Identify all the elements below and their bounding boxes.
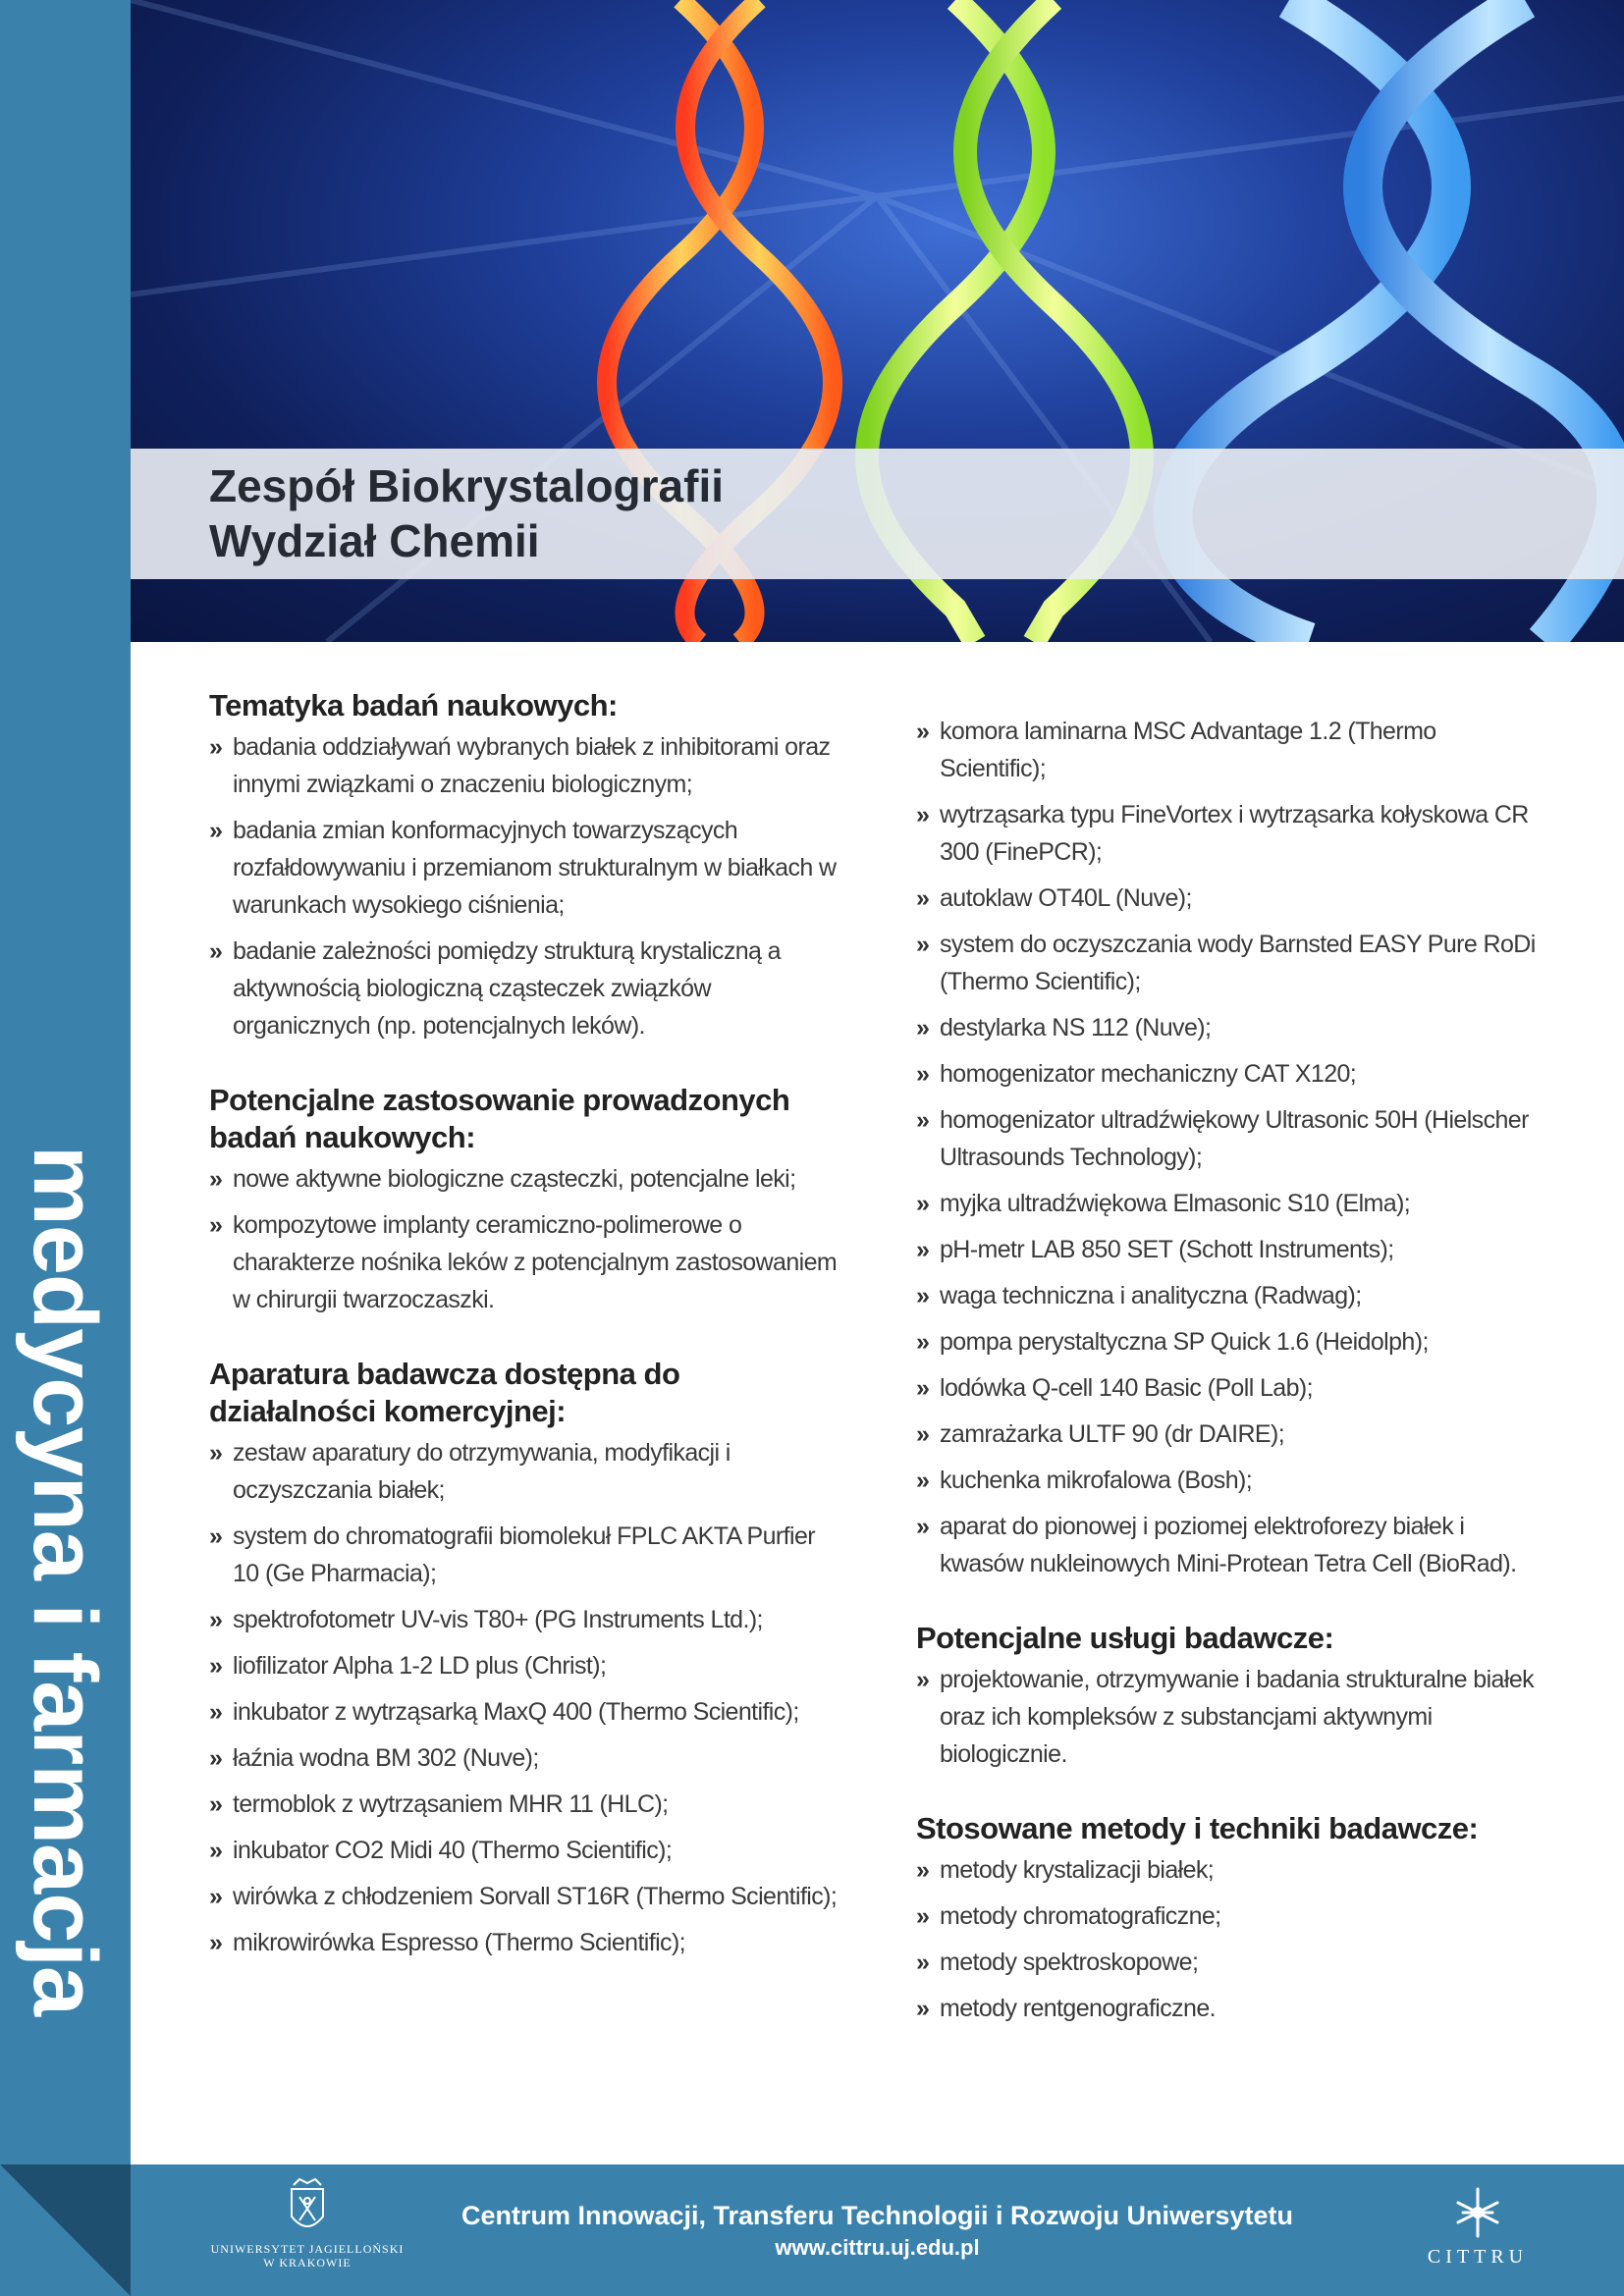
right-column (916, 713, 1544, 2064)
list-item: » inkubator CO2 Midi 40 (Thermo Scientific); (209, 1832, 838, 1869)
section-heading: Aparatura badawcza dostępna do działalności komercyjnej: (209, 1357, 680, 1428)
uj-logo (209, 2177, 406, 2285)
list-item: » zamrażarka ULTF 90 (dr DAIRE); (916, 1415, 1544, 1453)
list-item: » wytrząsarka typu FineVortex i wytrząsarka kołyskowa CR 300 (FinePCR); (916, 796, 1544, 871)
section-heading: Potencjalne usługi badawcze: (916, 1621, 1334, 1655)
list-item: » badanie zależności pomiędzy strukturą krystaliczną a aktywnością biologiczną cząsteczek związków organicznych (np. potencjalnych leków). (209, 933, 838, 1044)
uj-name-line-2: W KRAKOWIE (263, 2256, 352, 2269)
section-apparatus-continued (916, 713, 1544, 1582)
list-item: » badania oddziaływań wybranych białek z inhibitorami oraz innymi związkami o znaczeniu biologicznym; (209, 728, 838, 803)
list (916, 713, 1544, 1582)
list-item: » destylarka NS 112 (Nuve); (916, 1009, 1544, 1046)
list-item: » myjka ultradźwiękowa Elmasonic S10 (Elma); (916, 1185, 1544, 1222)
footer-title: Centrum Innowacji, Transferu Technologii i Rozwoju Uniwersytetu (460, 2201, 1294, 2230)
list-item: » zestaw aparatury do otrzymywania, modyfikacji i oczyszczania białek; (209, 1434, 838, 1509)
section-research-topics (209, 687, 838, 1044)
list-item: » badania zmian konformacyjnych towarzyszących rozfałdowywaniu i przemianom strukturalnym w białkach w warunkach wysokiego ciśnienia; (209, 812, 838, 924)
list-item: » spektrofotometr UV-vis T80+ (PG Instruments Ltd.); (209, 1601, 838, 1638)
section-applications (209, 1082, 838, 1318)
cittru-name: CITTRU (1427, 2246, 1529, 2268)
title-line-1: Zespół Biokrystalografii (209, 460, 725, 511)
uj-crest-icon (209, 2177, 406, 2240)
list-item: » nowe aktywne biologiczne cząsteczki, potencjalne leki; (209, 1160, 838, 1198)
list-item: » kompozytowe implanty ceramiczno-polimerowe o charakterze nośnika leków z potencjalnym zastosowaniem w chirurgii twarzoczaszki. (209, 1206, 838, 1318)
list-item: » pompa perystaltyczna SP Quick 1.6 (Heidolph); (916, 1323, 1544, 1361)
section-services (916, 1620, 1544, 1773)
list-item: » inkubator z wytrząsarką MaxQ 400 (Thermo Scientific); (209, 1693, 838, 1731)
list (916, 1851, 1544, 2027)
footer-url-link[interactable]: www.cittru.uj.edu.pl (775, 2235, 980, 2260)
list-item: » projektowanie, otrzymywanie i badania strukturalne białek oraz ich kompleksów z substancjami aktywnymi biologicznie. (916, 1661, 1544, 1773)
section-methods (916, 1810, 1544, 2027)
section-heading: Stosowane metody i techniki badawcze: (916, 1811, 1479, 1845)
list-item: » aparat do pionowej i poziomej elektroforezy białek i kwasów nukleinowych Mini-Protean Tetra Cell (BioRad). (916, 1508, 1544, 1582)
list-item: » system do chromatografii biomolekuł FPLC AKTA Purfier 10 (Ge Pharmacia); (209, 1518, 838, 1592)
side-band (0, 0, 131, 2164)
list-item: » mikrowirówka Espresso (Thermo Scientific); (209, 1924, 838, 1961)
left-column (209, 687, 838, 1999)
list-item: » homogenizator ultradźwiękowy Ultrasonic 50H (Hielscher Ultrasounds Technology); (916, 1101, 1544, 1176)
list-item: » wirówka z chłodzeniem Sorvall ST16R (Thermo Scientific); (209, 1878, 838, 1915)
list-item: » komora laminarna MSC Advantage 1.2 (Thermo Scientific); (916, 713, 1544, 787)
section-heading: Tematyka badań naukowych: (209, 688, 618, 722)
list-item: » autoklaw OT40L (Nuve); (916, 880, 1544, 917)
list (209, 728, 838, 1044)
corner-triangle (0, 2164, 131, 2296)
side-label: medycyna i farmacja (15, 1145, 115, 2016)
uj-name-line-1: UNIWERSYTET JAGIELLOŃSKI (210, 2242, 405, 2256)
list-item: » metody rentgenograficzne. (916, 1990, 1544, 2027)
section-apparatus (209, 1356, 838, 1961)
list-item: » termoblok z wytrząsaniem MHR 11 (HLC); (209, 1786, 838, 1823)
title-line-2: Wydział Chemii (209, 515, 540, 566)
list-item: » łaźnia wodna BM 302 (Nuve); (209, 1739, 838, 1777)
uj-name (209, 2242, 406, 2269)
list-item: » lodówka Q-cell 140 Basic (Poll Lab); (916, 1369, 1544, 1407)
list (209, 1434, 838, 1961)
list-item: » homogenizator mechaniczny CAT X120; (916, 1055, 1544, 1093)
corner-decoration (0, 2164, 131, 2296)
list-item: » metody krystalizacji białek; (916, 1851, 1544, 1889)
cittru-star-icon (1404, 2183, 1551, 2242)
list (209, 1160, 838, 1318)
list-item: » metody chromatograficzne; (916, 1897, 1544, 1935)
list-item: » metody spektroskopowe; (916, 1944, 1544, 1981)
list-item: » waga techniczna i analityczna (Radwag); (916, 1277, 1544, 1314)
list-item: » system do oczyszczania wody Barnsted EASY Pure RoDi (Thermo Scientific); (916, 926, 1544, 1000)
section-heading: Potencjalne zastosowanie prowadzonych badań naukowych: (209, 1083, 790, 1154)
list (916, 1661, 1544, 1773)
page-title (209, 458, 1191, 568)
cittru-logo (1404, 2183, 1551, 2281)
list-item: » pH-metr LAB 850 SET (Schott Instruments); (916, 1231, 1544, 1268)
list-item: » liofilizator Alpha 1-2 LD plus (Christ); (209, 1647, 838, 1684)
list-item: » kuchenka mikrofalowa (Bosh); (916, 1462, 1544, 1499)
